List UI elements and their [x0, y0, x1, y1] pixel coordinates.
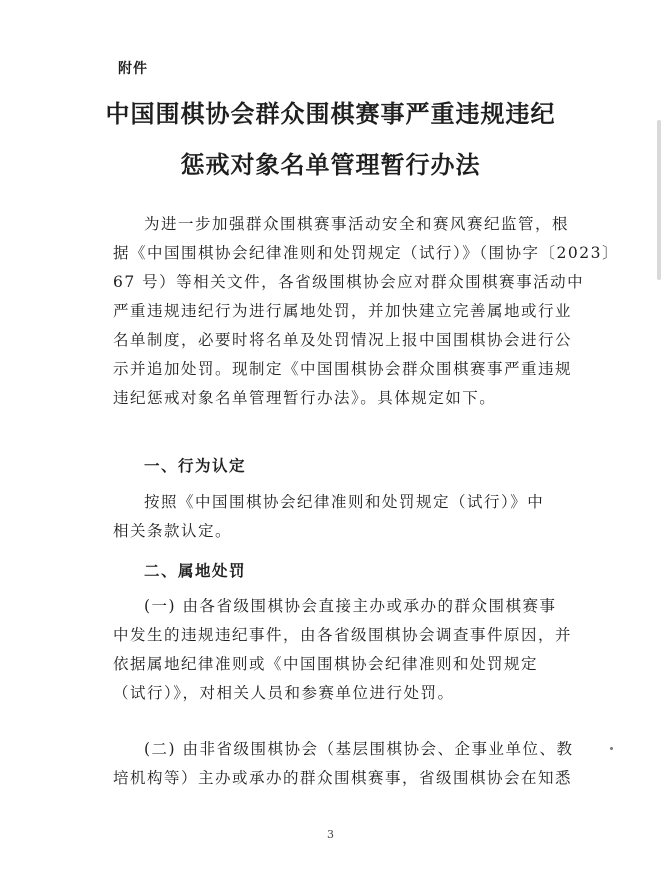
paragraph-line: 示并追加处罚。现制定《中国围棋协会群众围棋赛事严重违规: [113, 360, 573, 378]
paragraph-line: 按照《中国围棋协会纪律准则和处罚规定（试行）》中: [144, 493, 545, 511]
paragraph-line: （试行）》，对相关人员和参赛单位进行处罚。: [113, 684, 455, 702]
document-title-line-2: 惩戒对象名单管理暂行办法: [180, 151, 481, 179]
page-number: 3: [327, 828, 334, 841]
section-heading: 一、行为认定: [144, 457, 247, 475]
document-title-line-1: 中国围棋协会群众围棋赛事严重违规违纪: [105, 100, 556, 128]
section-local-penalty: [113, 557, 583, 586]
section-2-item-2: [113, 735, 583, 793]
paragraph-line: 培机构等）主办或承办的群众围棋赛事，省级围棋协会在知悉: [113, 769, 573, 787]
attachment-label: 附件: [118, 61, 148, 77]
scrollbar[interactable]: [657, 120, 661, 280]
paragraph-line: 严重违规违纪行为进行属地处罚，并加快建立完善属地或行业: [113, 302, 573, 320]
section-1-paragraph: [113, 488, 583, 546]
paragraph-line: 67 号）等相关文件，各省级围棋协会应对群众围棋赛事活动中: [113, 273, 585, 291]
paragraph-line: 据《中国围棋协会纪律准则和处罚规定（试行）》（围协字〔2023〕: [113, 244, 619, 262]
paragraph-line: 为进一步加强群众围棋赛事活动安全和赛风赛纪监管，根: [144, 215, 570, 233]
paragraph-line: 中发生的违规违纪事件，由各省级围棋协会调查事件原因，并: [113, 626, 573, 644]
section-behavior-determination: [113, 452, 583, 481]
section-heading: 二、属地处罚: [144, 562, 247, 580]
paragraph-line: (一) 由各省级围棋协会直接主办或承办的群众围棋赛事: [144, 597, 557, 615]
section-2-item-1: [113, 592, 583, 708]
paragraph-line: 相关条款认定。: [113, 522, 233, 540]
scan-speck: [610, 747, 613, 750]
paragraph-line: (二) 由非省级围棋协会（基层围棋协会、企事业单位、教: [144, 740, 574, 758]
paragraph-line: 违纪惩戒对象名单管理暂行办法》。具体规定如下。: [113, 389, 497, 407]
paragraph-line: 依据属地纪律准则或《中国围棋协会纪律准则和处罚规定: [113, 655, 539, 673]
intro-paragraph: [113, 210, 619, 413]
paragraph-line: 名单制度，必要时将名单及处罚情况上报中国围棋协会进行公: [113, 331, 573, 349]
